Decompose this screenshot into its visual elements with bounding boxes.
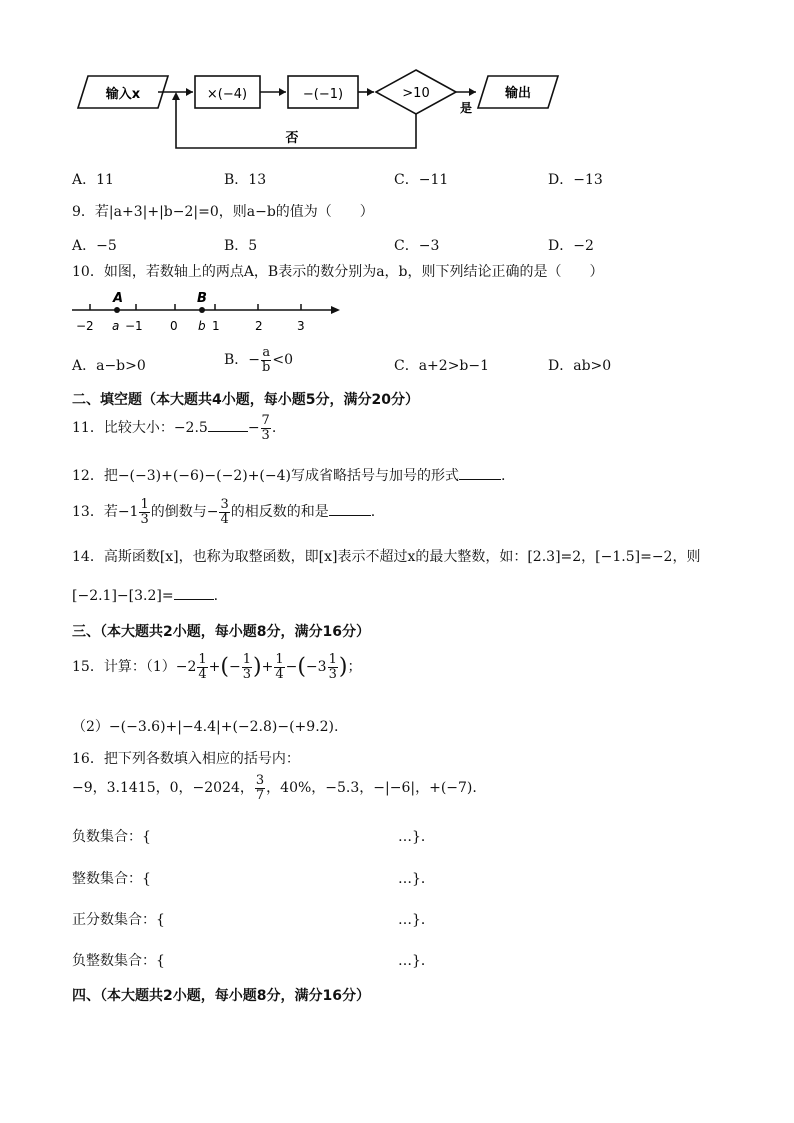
q15-d-numerator: 1 <box>328 652 337 667</box>
flow-output-label: 输出 <box>504 86 532 101</box>
tick-label-3: 3 <box>297 319 305 333</box>
q11-numerator: 7 <box>261 413 270 428</box>
q8-option-d[interactable]: D．−13 <box>548 172 603 188</box>
q10-stem: 10．如图，若数轴上的两点A，B表示的数分别为a，b，则下列结论正确的是（ ） <box>72 264 604 280</box>
q9-option-d[interactable]: D．−2 <box>548 238 594 254</box>
q10-option-b-numerator: a <box>262 345 271 360</box>
q15-b-denominator: 3 <box>242 666 251 682</box>
q15-tail: ； <box>347 659 362 676</box>
q13-part1: 13．若−1 <box>72 504 139 521</box>
q13-part2: 的倒数与− <box>150 504 219 521</box>
q12-text: 12．把−(−3)+(−6)−(−2)+(−4)写成省略括号与加号的形式 <box>72 468 459 484</box>
q13-frac1-numerator: 1 <box>140 497 149 512</box>
q15-a-numerator: 1 <box>198 652 207 667</box>
q9-option-c[interactable]: C．−3 <box>394 238 440 254</box>
tick-label-b: b <box>198 319 206 333</box>
q11-answer-blank[interactable] <box>208 431 248 432</box>
section-3-heading: 三、（本大题共2小题，每小题8分，满分16分） <box>72 624 370 640</box>
number-line-arrow <box>331 306 340 314</box>
q16-numbers <box>72 774 477 802</box>
q15-a-denominator: 4 <box>198 666 207 682</box>
q15-c-numerator: 1 <box>275 652 284 667</box>
q15-b-numerator: 1 <box>242 652 251 667</box>
q15-minus: − <box>285 659 298 676</box>
flow-yes-label: 是 <box>460 101 473 115</box>
q16-set-integer-end: …}． <box>398 871 435 887</box>
flow-step2-label: −(−1) <box>302 87 344 102</box>
q13-part3: 的相反数的和是 <box>230 504 329 521</box>
q14-line2 <box>72 588 218 604</box>
q11 <box>72 414 276 442</box>
tick-label-0: 0 <box>170 319 178 333</box>
point-a-label: A <box>113 291 124 306</box>
tick-label-neg2: −2 <box>76 319 94 333</box>
q14-answer-blank[interactable] <box>174 599 214 600</box>
q12-tail: . <box>500 468 506 484</box>
q13-frac2-denominator: 4 <box>220 511 229 527</box>
q8-option-c[interactable]: C．−11 <box>394 172 449 188</box>
q15-d-whole: −3 <box>305 659 327 676</box>
q16-set-negative-integer[interactable]: 负整数集合：{ <box>72 953 165 969</box>
q16-numbers-b: ，40%，−5.3，−|−6|，+(−7). <box>266 780 477 797</box>
q16-numbers-a: −9，3.1415，0，−2024， <box>72 780 254 797</box>
q15-part2: （2）−(−3.6)+|−4.4|+(−2.8)−(+9.2). <box>72 719 339 735</box>
q14-expression: [−2.1]−[3.2]= <box>72 588 174 604</box>
tick-label-2: 2 <box>255 319 263 333</box>
q10-option-a[interactable]: A．a−b>0 <box>72 358 146 374</box>
q15-part1: 15．计算：（1）−2 $\frac{1}{4}$ +(− $\frac{1}{3}$ )+ $\frac{1}{4}$ −(−3 $\frac{1}{3}$ )； <box>72 652 362 682</box>
q9-suffix: ，则a−b的值为（ ） <box>218 204 374 220</box>
section-2-heading: 二、填空题（本大题共4小题，每小题5分，满分20分） <box>72 392 419 408</box>
q10-option-b-tail: <0 <box>272 352 293 369</box>
q10-option-b-letter: B． <box>224 352 249 369</box>
flow-step1-label: ×(−4) <box>206 87 248 102</box>
q13-tail: . <box>370 504 376 521</box>
q15-b-sign: − <box>228 659 241 676</box>
tick-label-1: 1 <box>212 319 220 333</box>
q16-set-negative-integer-end: …}． <box>398 953 435 969</box>
q11-minus: − <box>247 420 260 437</box>
point-b-label: B <box>197 291 207 306</box>
q9-prefix: 9．若 <box>72 204 109 220</box>
q15-c-denominator: 4 <box>275 666 284 682</box>
q14-line1: 14．高斯函数[x]，也称为取整函数，即[x]表示不超过x的最大整数，如：[2.3]=2，[−1.5]=−2，则 <box>72 549 701 565</box>
q11-tail: . <box>271 420 277 437</box>
q10-option-b-minus: − <box>248 352 261 369</box>
q10-option-b[interactable] <box>224 346 293 374</box>
q16-frac-denominator: 7 <box>255 787 265 803</box>
q15-plus2: + <box>261 659 274 676</box>
tick-label-neg1: −1 <box>125 319 143 333</box>
flow-input-label: 输入x <box>105 87 141 102</box>
tick-label-a: a <box>112 319 120 333</box>
q11-denominator: 3 <box>261 427 270 443</box>
point-a-dot <box>114 307 120 313</box>
q16-stem: 16．把下列各数填入相应的括号内： <box>72 751 300 767</box>
q15-plus1: + <box>208 659 221 676</box>
q16-set-negative-end: …}． <box>398 829 435 845</box>
q11-prefix: 11．比较大小：−2.5 <box>72 420 208 437</box>
q10-option-d[interactable]: D．ab>0 <box>548 358 612 374</box>
q13-frac1-denominator: 3 <box>140 511 149 527</box>
q10-option-c[interactable]: C．a+2>b−1 <box>394 358 490 374</box>
section-4-heading: 四、（本大题共2小题，每小题8分，满分16分） <box>72 988 370 1004</box>
q14-tail: . <box>213 588 219 604</box>
q15-d-denominator: 3 <box>328 666 337 682</box>
q16-set-positive-fraction[interactable]: 正分数集合：{ <box>72 912 165 928</box>
point-b-dot <box>199 307 205 313</box>
q9-expression: |a+3|+|b−2|=0 <box>108 204 219 220</box>
q15-lead: 15．计算：（1）−2 <box>72 659 197 676</box>
q13 <box>72 498 375 526</box>
number-line <box>72 290 347 338</box>
flowchart <box>70 68 570 158</box>
q13-answer-blank[interactable] <box>329 515 371 516</box>
q16-set-negative[interactable]: 负数集合：{ <box>72 829 151 845</box>
q13-frac2-numerator: 3 <box>220 497 229 512</box>
q10-option-b-denominator: b <box>262 359 271 375</box>
q8-option-b[interactable]: B．13 <box>224 172 267 188</box>
q8-option-a[interactable]: A．11 <box>72 172 114 188</box>
q16-set-integer[interactable]: 整数集合：{ <box>72 871 151 887</box>
flow-no-label: 否 <box>285 131 299 146</box>
q16-set-positive-fraction-end: …}． <box>398 912 435 928</box>
q9-option-a[interactable]: A．−5 <box>72 238 117 254</box>
q12 <box>72 465 505 485</box>
q9-stem <box>72 201 374 221</box>
q16-frac-numerator: 3 <box>255 773 265 788</box>
flow-condition-label: >10 <box>402 86 430 101</box>
q12-answer-blank[interactable] <box>459 479 501 480</box>
q9-option-b[interactable]: B．5 <box>224 238 258 254</box>
